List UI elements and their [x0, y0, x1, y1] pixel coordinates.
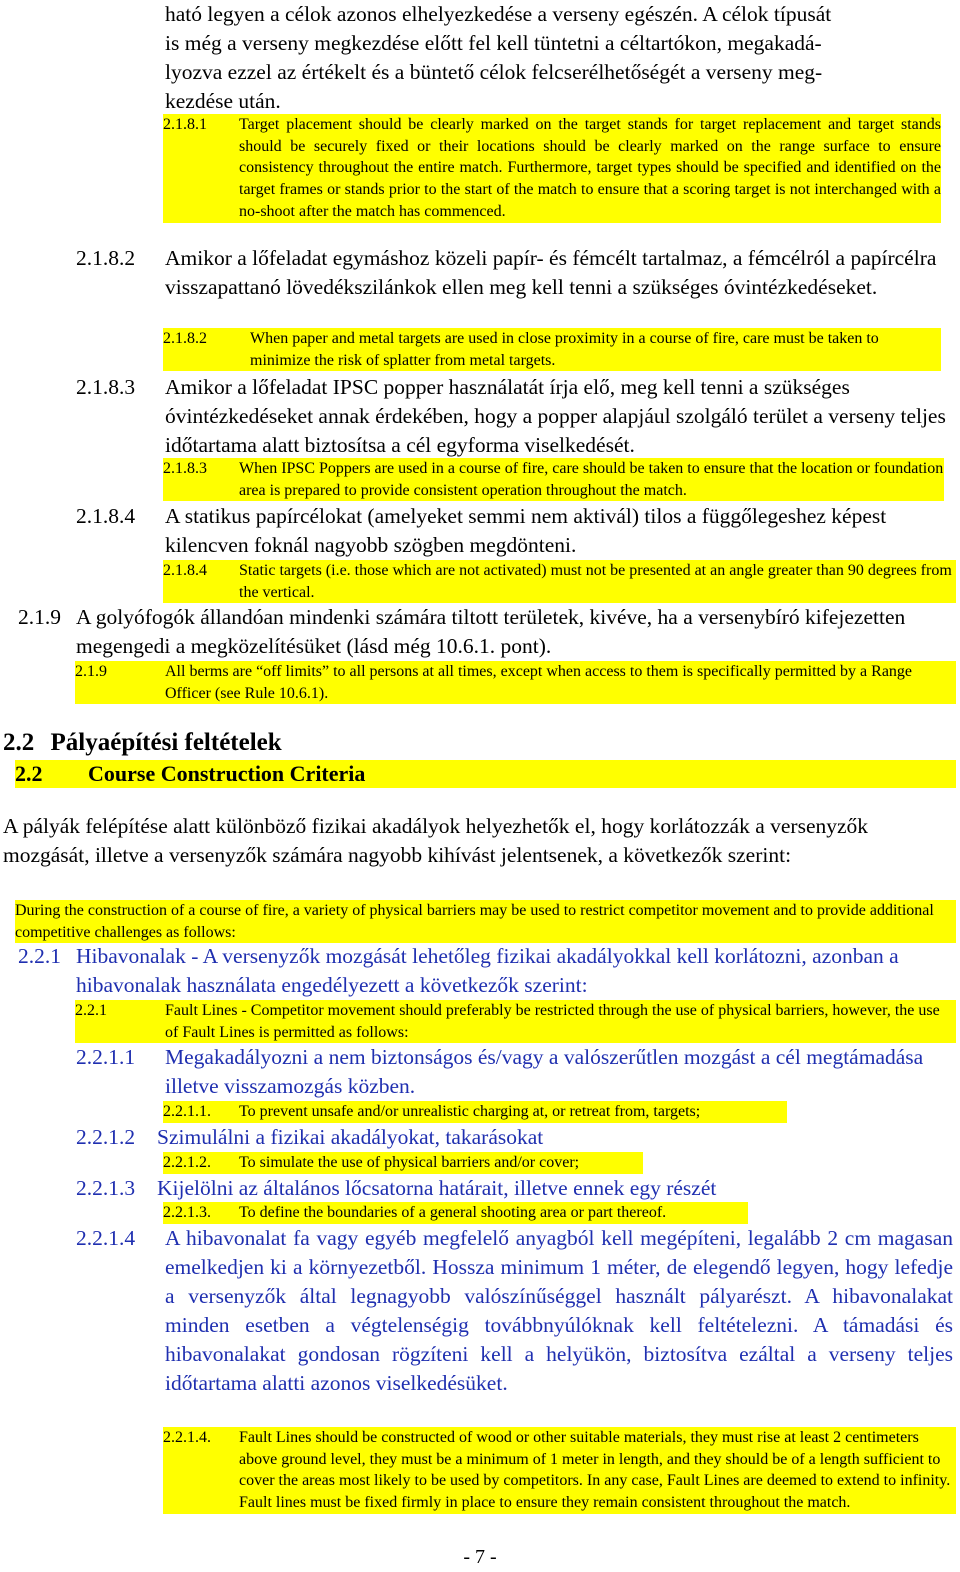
rule-number: 2.1.9: [18, 605, 61, 629]
rule-2214-en: [163, 1427, 956, 1514]
rule-number: 2.2.1.4: [76, 1226, 136, 1250]
intro-line: is még a verseny megkezdése előtt fel kell tüntetni a céltartókon, megakadá-: [165, 31, 822, 55]
rule-number: 2.2.1.2: [76, 1125, 136, 1149]
rule-2211-hu: [76, 1043, 946, 1101]
rule-219-hu: [18, 603, 948, 661]
rule-number: 2.2.1.2.: [163, 1154, 211, 1171]
rule-2182-en: [163, 328, 941, 371]
rule-number: 2.1.8.1: [163, 116, 207, 133]
rule-text: A statikus papírcélokat (amelyeket semmi nem aktivál) tilos a függőlegeshez képest kilencven foknál nagyobb szögben megdönteni.: [165, 504, 887, 557]
section-intro-hu: A pályák felépítése alatt különböző fizikai akadályok helyezhetők el, hogy korlátozzák a versenyzők mozgását, illetve a versenyzők számára nagyobb kihívást jelentsenek, a következők szerint:: [3, 814, 869, 867]
rule-2181-en: [163, 114, 941, 223]
rule-text: Kijelölni az általános lőcsatorna határait, illetve ennek egy részét: [157, 1176, 717, 1200]
rule-2211-en: [163, 1101, 787, 1123]
rule-text: Hibavonalak - A versenyzők mozgását lehetőleg fizikai akadályokkal kell korlátozni, azonban a hibavonalak használata engedélyezett a következők szerint:: [76, 944, 899, 997]
rule-number: 2.1.8.2: [163, 330, 207, 347]
rule-number: 2.1.8.4: [76, 504, 136, 528]
rule-text: A hibavonalat fa vagy egyéb megfelelő anyagból kell megépíteni, legalább 2 cm magasan emelkedjen ki a környezetből. Hossza minimum 1 méter, de elegendő legyen, hogy lefedje a versenyzők által legnagyobb valószínűséggel használt pályarészt. A hibavonalakat minden esetben a végtelenségig továbbnyúlóknak kell feltételezni. A támadási és hibavonalakat gondosan rögzíteni kell a helyükön, biztosítva ezáltal a verseny teljes időtartama alatti azonos viselkedésüket.: [165, 1226, 953, 1395]
rule-number: 2.2.1.3.: [163, 1204, 211, 1221]
rule-number: 2.2.1.4.: [163, 1429, 211, 1446]
intro-line: kezdése után.: [165, 89, 281, 113]
rule-number: 2.1.8.4: [163, 562, 207, 579]
rule-number: 2.1.8.3: [163, 460, 207, 477]
rule-text: Megakadályozni a nem biztonságos és/vagy a valószerűtlen mozgást a cél megtámadása illetve visszamozgás közben.: [165, 1045, 924, 1098]
rule-number: 2.2.1: [18, 944, 61, 968]
intro-paragraph: [165, 0, 955, 116]
rule-219-en: [75, 661, 956, 704]
rule-221-en: [75, 1000, 956, 1043]
rule-number: 2.1.8.2: [76, 246, 136, 270]
rule-text: Amikor a lőfeladat egymáshoz közeli papír- és fémcélt tartalmaz, a fémcélról a papírcélra visszapattanó lövedékszilánkok ellen meg kell tenni a szükséges óvintézkedéseket.: [165, 246, 937, 299]
rule-221-hu: [18, 942, 953, 1000]
rule-text: Amikor a lőfeladat IPSC popper használatát írja elő, meg kell tenni a szükséges óvintézkedéseket annak érdekében, hogy a popper alapjául szolgáló terület a verseny teljes időtartama alatt biztosítsa a cél egyforma viselkedését.: [165, 375, 946, 457]
section-title: Course Construction Criteria: [88, 761, 366, 786]
section-heading-hu: [3, 728, 603, 758]
rule-number: 2.2.1.1: [76, 1045, 136, 1069]
rule-number: 2.2.1.3: [76, 1176, 136, 1200]
rule-text: When paper and metal targets are used in close proximity in a course of fire, care must be taken to minimize the risk of splatter from metal targets.: [250, 330, 879, 369]
section-number: 2.2: [3, 729, 35, 756]
rule-text: To simulate the use of physical barriers and/or cover;: [239, 1154, 580, 1171]
rule-text: Szimulálni a fizikai akadályokat, takarásokat: [157, 1125, 544, 1149]
rule-number: 2.1.9: [75, 663, 107, 680]
intro-line: lyozva ezzel az értékelt és a büntető célok felcserélhetőségét a verseny meg-: [165, 60, 823, 84]
rule-2212-hu: [76, 1123, 946, 1152]
rule-number: 2.1.8.3: [76, 375, 136, 399]
rule-number: 2.2.1.1.: [163, 1103, 211, 1120]
page-number: - 7 -: [463, 1546, 497, 1568]
rule-text: Fault Lines should be constructed of wood or other suitable materials, they must rise at least 2 centimeters above ground level, they must be a minimum of 1 meter in length, and they should be of a length sufficient to cover the areas most likely to be used by competitors. In any case, Fault Lines are deemed to extend to infinity. Fault lines must be fixed firmly in place to ensure they remain consistent throughout the match.: [239, 1429, 951, 1512]
section-intro-en: During the construction of a course of fire, a variety of physical barriers may be used to restrict competitor movement and to provide additional competitive challenges as follows:: [15, 900, 956, 943]
section-heading-en: [15, 760, 956, 788]
rule-text: To prevent unsafe and/or unrealistic charging at, or retreat from, targets;: [239, 1103, 701, 1120]
rule-text: All berms are “off limits” to all persons at all times, except when access to them is specifically permitted by a Range Officer (see Rule 10.6.1).: [165, 663, 913, 702]
rule-2184-en: [163, 560, 956, 603]
section-title: Pályaépítési feltételek: [50, 729, 282, 756]
rule-2213-hu: [76, 1174, 946, 1203]
rule-2183-hu: [76, 373, 956, 460]
intro-line: ható legyen a célok azonos elhelyezkedése a verseny egészén. A célok típusát: [165, 2, 832, 26]
rule-2214-hu: [76, 1224, 953, 1398]
rule-2184-hu: [76, 502, 956, 560]
rule-2212-en: [163, 1152, 643, 1174]
rule-number: 2.2.1: [75, 1002, 107, 1019]
section-number: 2.2: [15, 761, 43, 786]
rule-text: Static targets (i.e. those which are not activated) must not be presented at an angle greater than 90 degrees from the vertical.: [239, 562, 952, 601]
rule-2213-en: [163, 1202, 748, 1224]
rule-text: A golyófogók állandóan mindenki számára tiltott területek, kivéve, ha a versenybíró kifejezetten megengedi a megközelítésüket (lásd még 10.6.1. pont).: [76, 605, 906, 658]
rule-text: When IPSC Poppers are used in a course of fire, care should be taken to ensure that the location or foundation area is prepared to provide consistent operation throughout the match.: [239, 460, 944, 499]
rule-2183-en: [163, 458, 944, 501]
rule-text: Fault Lines - Competitor movement should preferably be restricted through the use of physical barriers, however, the use of Fault Lines is permitted as follows:: [165, 1002, 940, 1041]
rule-2182-hu: [76, 244, 956, 302]
rule-text: To define the boundaries of a general shooting area or part thereof.: [239, 1204, 667, 1221]
rule-text: Target placement should be clearly marked on the target stands for target replacement and target stands should be securely fixed or their locations should be clearly marked on the range surface to ensure consistency throughout the entire match. Furthermore, target types should be specified and identified on the target frames or stands prior to the start of the match to ensure that a scoring target is not interchanged with a no-shoot after the match has commenced.: [239, 116, 941, 220]
